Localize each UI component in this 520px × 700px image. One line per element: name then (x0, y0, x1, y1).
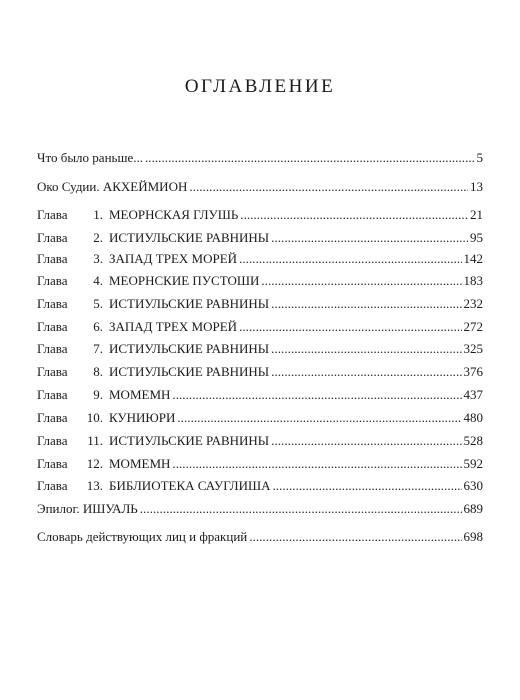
toc-dot-leader (271, 295, 461, 313)
toc-entry-label (37, 149, 143, 167)
toc-entry[interactable] (37, 409, 483, 427)
toc-entry[interactable] (37, 432, 483, 450)
toc-dot-leader (172, 455, 461, 473)
toc-entry-title: МОМЕМН (109, 387, 171, 402)
toc-entry-label (37, 477, 271, 495)
toc-entry-label (37, 363, 269, 381)
toc-chapter-number: 10. (86, 410, 103, 425)
toc-chapter-number: 6. (93, 319, 103, 334)
toc-entry[interactable] (37, 295, 483, 313)
toc-entry-label (37, 206, 238, 224)
toc-entry[interactable] (37, 178, 483, 196)
toc-page-number: 21 (470, 207, 483, 222)
toc-entry-label (37, 295, 269, 313)
toc-dot-leader (177, 409, 461, 427)
toc-chapter-number: 11. (87, 433, 103, 448)
toc-entry-label (37, 528, 247, 546)
toc-chapter-word: Глава (37, 433, 68, 448)
toc-page-number: 630 (463, 478, 483, 493)
toc-entry-title: ИСТИУЛЬСКИЕ РАВНИНЫ (109, 433, 270, 448)
toc-entry-title: ЗАПАД ТРЕХ МОРЕЙ (109, 251, 238, 266)
toc-entry-label (37, 178, 187, 196)
toc-chapter-number: 1. (93, 207, 103, 222)
toc-entry-title: БИБЛИОТЕКА САУГЛИША (109, 478, 271, 493)
toc-chapter-number: 12. (86, 456, 103, 471)
toc-page-number: 376 (463, 364, 483, 379)
toc-dot-leader (273, 477, 462, 495)
toc-dot-leader (271, 363, 461, 381)
toc-dot-leader (145, 149, 475, 167)
toc-chapter-word: Глава (37, 296, 68, 311)
toc-entry-label (37, 250, 237, 268)
page-title: ОГЛАВЛЕНИЕ (184, 76, 336, 97)
toc-dot-leader (239, 318, 461, 336)
toc-entry-label (37, 455, 170, 473)
toc-chapter-word: Глава (37, 273, 68, 288)
toc-page-number: 528 (463, 433, 483, 448)
toc-chapter-word: Глава (37, 364, 68, 379)
toc-entry[interactable] (37, 528, 483, 546)
toc-entry-title: МЕОРНСКИЕ ПУСТОШИ (109, 273, 260, 288)
toc-chapter-word: Глава (37, 387, 68, 402)
toc-page-number: 272 (463, 319, 483, 334)
toc-chapter-number: 4. (93, 273, 103, 288)
toc-page-number: 437 (463, 387, 483, 402)
toc-chapter-number: 7. (93, 341, 103, 356)
toc-chapter-word: Глава (37, 319, 68, 334)
toc-page-number: 95 (470, 230, 483, 245)
toc-entry[interactable] (37, 500, 483, 518)
toc-entry-label (37, 500, 138, 518)
toc-entry-label (37, 318, 237, 336)
toc-entry[interactable] (37, 272, 483, 290)
toc-dot-leader (189, 178, 468, 196)
toc-page-number: 592 (463, 456, 483, 471)
toc-entry[interactable] (37, 318, 483, 336)
toc-chapter-number: 3. (93, 251, 103, 266)
toc-entry-title: Что было раньше... (37, 150, 143, 165)
toc-chapter-word: Глава (37, 341, 68, 356)
toc-dot-leader (271, 340, 461, 358)
toc-entry-title: Эпилог. ИШУАЛЬ (37, 501, 138, 516)
toc-dot-leader (172, 386, 461, 404)
toc-page-number: 232 (463, 296, 483, 311)
toc-page-number: 689 (463, 501, 483, 516)
toc-entry[interactable] (37, 149, 483, 167)
toc-page-number: 5 (476, 150, 483, 165)
toc-entry-title: МЕОРНСКАЯ ГЛУШЬ (109, 207, 239, 222)
toc-entry-title: ЗАПАД ТРЕХ МОРЕЙ (109, 319, 238, 334)
toc-dot-leader (140, 500, 462, 518)
toc-entry-label (37, 229, 269, 247)
toc-entry-title: МОМЕМН (109, 456, 171, 471)
toc-page-number: 480 (463, 410, 483, 425)
toc-entry[interactable] (37, 477, 483, 495)
toc-page-number: 13 (470, 179, 483, 194)
toc-dot-leader (271, 432, 461, 450)
toc-entry-label (37, 272, 259, 290)
toc-entry[interactable] (37, 250, 483, 268)
toc-entry-title: Словарь действующих лиц и фракций (37, 529, 248, 544)
toc-chapter-word: Глава (37, 456, 68, 471)
toc-dot-leader (249, 528, 461, 546)
toc-chapter-word: Глава (37, 251, 68, 266)
toc-entry[interactable] (37, 363, 483, 381)
toc-chapter-number: 8. (93, 364, 103, 379)
toc-chapter-word: Глава (37, 207, 68, 222)
toc-chapter-number: 9. (93, 387, 103, 402)
toc-entry[interactable] (37, 229, 483, 247)
toc-entry[interactable] (37, 340, 483, 358)
toc-chapter-word: Глава (37, 478, 68, 493)
toc-entry[interactable] (37, 386, 483, 404)
toc-entry[interactable] (37, 455, 483, 473)
toc-entry-title: ИСТИУЛЬСКИЕ РАВНИНЫ (109, 341, 270, 356)
toc-entry-label (37, 432, 269, 450)
toc-entry-title: ИСТИУЛЬСКИЕ РАВНИНЫ (109, 230, 270, 245)
toc-chapter-word: Глава (37, 230, 68, 245)
toc-entry-label (37, 409, 175, 427)
toc-dot-leader (271, 229, 468, 247)
toc-chapter-number: 13. (86, 478, 103, 493)
toc-entry-title: ИСТИУЛЬСКИЕ РАВНИНЫ (109, 364, 270, 379)
toc-page-number: 698 (463, 529, 483, 544)
toc-chapter-number: 5. (93, 296, 103, 311)
toc-entry-title: Око Судии. АКХЕЙМИОН (37, 179, 188, 194)
toc-entry-label (37, 340, 269, 358)
toc-chapter-word: Глава (37, 410, 68, 425)
toc-entry[interactable] (37, 206, 483, 224)
toc-page-number: 183 (463, 273, 483, 288)
toc-chapter-number: 2. (93, 230, 103, 245)
toc-dot-leader (239, 250, 461, 268)
toc-entry-title: ИСТИУЛЬСКИЕ РАВНИНЫ (109, 296, 270, 311)
toc-entry-label (37, 386, 170, 404)
toc-dot-leader (261, 272, 461, 290)
toc-page-number: 325 (463, 341, 483, 356)
toc-page-number: 142 (463, 251, 483, 266)
toc-dot-leader (240, 206, 468, 224)
toc-entry-title: КУНИЮРИ (109, 410, 176, 425)
